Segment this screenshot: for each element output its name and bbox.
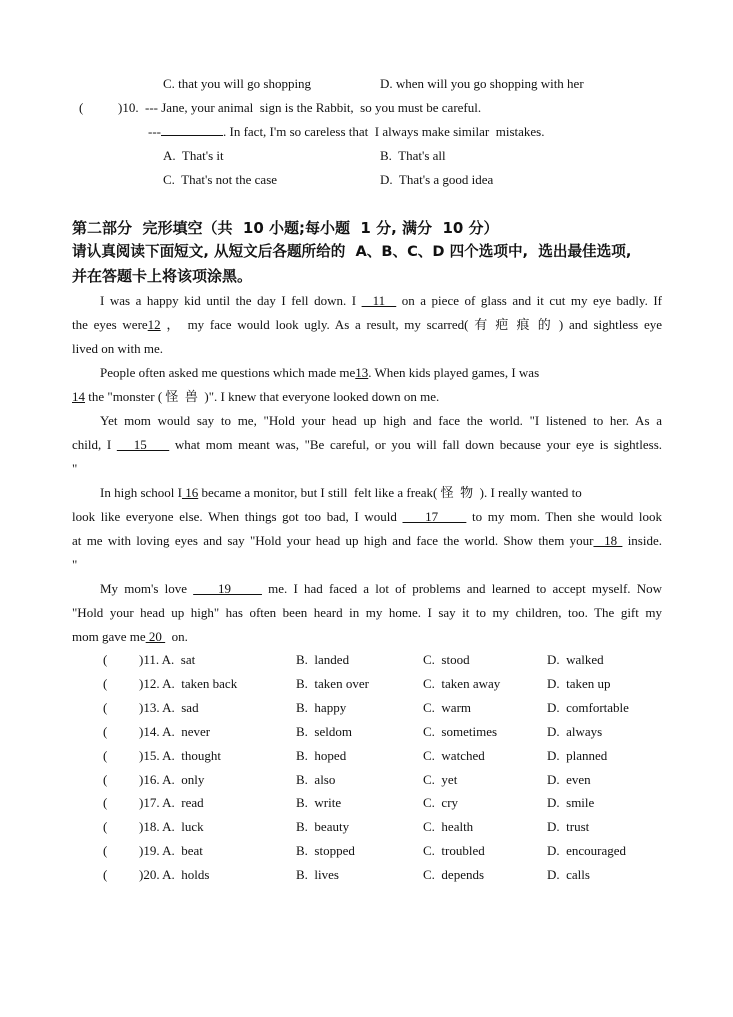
option-d: D. calls	[547, 867, 590, 883]
option-c: C. warm	[423, 699, 472, 715]
question-number-option-a: )11. A. sat	[139, 652, 196, 667]
passage-line	[100, 413, 662, 429]
passage-text: look like everyone else. When things got too bad, I would	[72, 509, 403, 524]
option-c: C. yet	[423, 771, 458, 787]
option-b: B. also	[296, 771, 336, 787]
q9-option-c: C. that you will go shopping	[163, 76, 312, 91]
passage-text: lived on with me.	[72, 341, 163, 356]
option-b: B. happy	[296, 699, 347, 715]
passage-text: In high school I	[100, 485, 182, 500]
passage-text: ， my face would look ugly. As a result, my scarred( 有 疤 痕 的 ) and sightless eye	[160, 317, 662, 332]
passage-text: me. I had faced a lot of problems and learned to accept myself. Now	[261, 581, 662, 596]
option-d: D. smile	[547, 795, 595, 811]
option-c: C. stood	[423, 652, 470, 667]
question-number-option-a: )18. A. luck	[139, 819, 204, 835]
option-b: B. taken over	[296, 675, 369, 691]
answer-paren[interactable]: (	[103, 867, 108, 883]
option-c: C. health	[423, 819, 474, 835]
question-number-option-a: )12. A. taken back	[139, 675, 238, 691]
blank-number: 20	[145, 629, 166, 644]
question-number-option-a: )20. A. holds	[139, 867, 210, 883]
answer-blank	[161, 124, 223, 136]
option-c: C. taken away	[423, 675, 501, 691]
passage-line	[72, 629, 188, 645]
answer-paren[interactable]: (	[103, 652, 108, 667]
option-b: B. stopped	[296, 843, 355, 859]
option-b: B. beauty	[296, 819, 350, 835]
option-b: B. landed	[296, 652, 350, 667]
passage-line	[72, 605, 662, 621]
reply-prefix: ---	[148, 124, 161, 139]
question-number-option-a: )15. A. thought	[139, 747, 221, 763]
option-c: C. watched	[423, 747, 485, 763]
option-b: B. seldom	[296, 723, 352, 739]
passage-line	[72, 317, 662, 333]
question-number-option-a: )13. A. sad	[139, 699, 199, 715]
q10-option-d: D. That's a good idea	[380, 172, 494, 187]
passage-line	[100, 293, 662, 309]
passage-text: mom gave me	[72, 629, 146, 644]
option-d: D. planned	[547, 747, 608, 763]
passage-text: I was a happy kid until the day I fell down. I	[100, 293, 362, 308]
answer-paren[interactable]: (	[103, 699, 108, 715]
option-c: C. depends	[423, 867, 485, 883]
question-number-option-a: )19. A. beat	[139, 843, 203, 859]
q10-option-b: B. That's all	[380, 148, 446, 163]
passage-line	[72, 509, 662, 525]
option-d: D. walked	[547, 652, 604, 667]
question-number-option-a: )14. A. never	[139, 723, 211, 739]
passage-text: My mom's love	[100, 581, 194, 596]
passage-text: on a piece of glass and it cut my eye badly. If	[396, 293, 662, 308]
option-d: D. even	[547, 771, 591, 787]
passage-text: "Hold your head up high" has often been heard in my home. I say it to my children, too. The gift my	[72, 605, 662, 620]
passage-text: "	[72, 461, 78, 476]
option-d: D. comfortable	[547, 699, 629, 715]
blank-number: 11	[361, 293, 397, 308]
blank-number: 19	[193, 581, 262, 596]
passage-line	[72, 389, 439, 405]
passage-line	[100, 485, 582, 501]
answer-paren[interactable]: (	[103, 819, 108, 835]
passage-text: . When kids played games, I was	[368, 365, 540, 380]
question-number-option-a: )16. A. only	[139, 771, 205, 787]
option-b: B. lives	[296, 867, 339, 883]
passage-text: "	[72, 557, 78, 572]
blank-number: 18	[593, 533, 623, 548]
q10-reply	[148, 124, 544, 140]
blank-number: 13	[355, 365, 369, 380]
passage-text: what mom meant was, "Be careful, or you will fall down because your eye is sightless.	[169, 437, 663, 452]
passage-line	[100, 365, 539, 381]
option-d: D. always	[547, 723, 603, 739]
blank-number: 14	[72, 389, 85, 404]
question-number-option-a: )17. A. read	[139, 795, 204, 811]
option-c: C. sometimes	[423, 723, 498, 739]
passage-text: Yet mom would say to me, "Hold your head up high and face the world. "I listened to her. As a	[100, 413, 662, 428]
passage-line	[72, 557, 77, 573]
q10-option-a: A. That's it	[163, 148, 224, 163]
passage-text: to my mom. Then she would look	[466, 509, 662, 524]
passage-line	[72, 461, 77, 477]
passage-line	[72, 437, 662, 453]
passage-text: inside.	[622, 533, 663, 548]
option-d: D. encouraged	[547, 843, 627, 859]
q10-option-c: C. That's not the case	[163, 172, 278, 187]
option-c: C. troubled	[423, 843, 485, 859]
blank-number: 15	[116, 437, 170, 452]
section-instruction: 请认真阅读下面短文, 从短文后各题所给的 A、B、C、D 四个选项中, 选出最佳选项,	[72, 243, 632, 260]
passage-line	[100, 581, 662, 597]
blank-number: 17	[402, 509, 467, 524]
option-d: D. taken up	[547, 675, 611, 691]
answer-paren[interactable]: (	[103, 675, 108, 691]
q10-number: )10.	[118, 100, 139, 115]
option-b: B. hoped	[296, 747, 347, 763]
answer-paren[interactable]: (	[103, 843, 108, 859]
answer-paren[interactable]: (	[103, 723, 108, 739]
passage-text: the "monster ( 怪 兽 )". I knew that everyone looked down on me.	[85, 389, 440, 404]
blank-number: 12	[147, 317, 161, 332]
passage-text: child, I	[72, 437, 117, 452]
answer-paren[interactable]: (	[103, 747, 108, 763]
q9-option-d: D. when will you go shopping with her	[380, 76, 584, 91]
passage-text: the eyes were	[72, 317, 148, 332]
section-instruction-2: 并在答题卡上将该项涂黑。	[72, 267, 253, 285]
passage-line	[72, 533, 662, 549]
reply-text: . In fact, I'm so careless that I always make similar mistakes.	[223, 124, 545, 139]
section-title: 第二部分 完形填空（共 10 小题;每小题 1 分, 满分 10 分）	[72, 219, 499, 237]
passage-text: People often asked me questions which made me	[100, 365, 356, 380]
option-b: B. write	[296, 795, 342, 811]
answer-paren[interactable]: (	[103, 795, 108, 811]
blank-number: 16	[181, 485, 199, 500]
option-c: C. cry	[423, 795, 459, 811]
option-d: D. trust	[547, 819, 590, 835]
answer-paren[interactable]: (	[103, 771, 108, 787]
passage-text: on.	[165, 629, 188, 644]
passage-text: became a monitor, but I still felt like a freak( 怪 物 ). I really wanted to	[198, 485, 582, 500]
passage-line	[72, 341, 163, 357]
passage-text: at me with loving eyes and say "Hold your head up high and face the world. Show them your	[72, 533, 594, 548]
q10-answer-paren[interactable]: (	[79, 100, 84, 115]
q10-prompt: --- Jane, your animal sign is the Rabbit, so you must be careful.	[145, 100, 482, 115]
